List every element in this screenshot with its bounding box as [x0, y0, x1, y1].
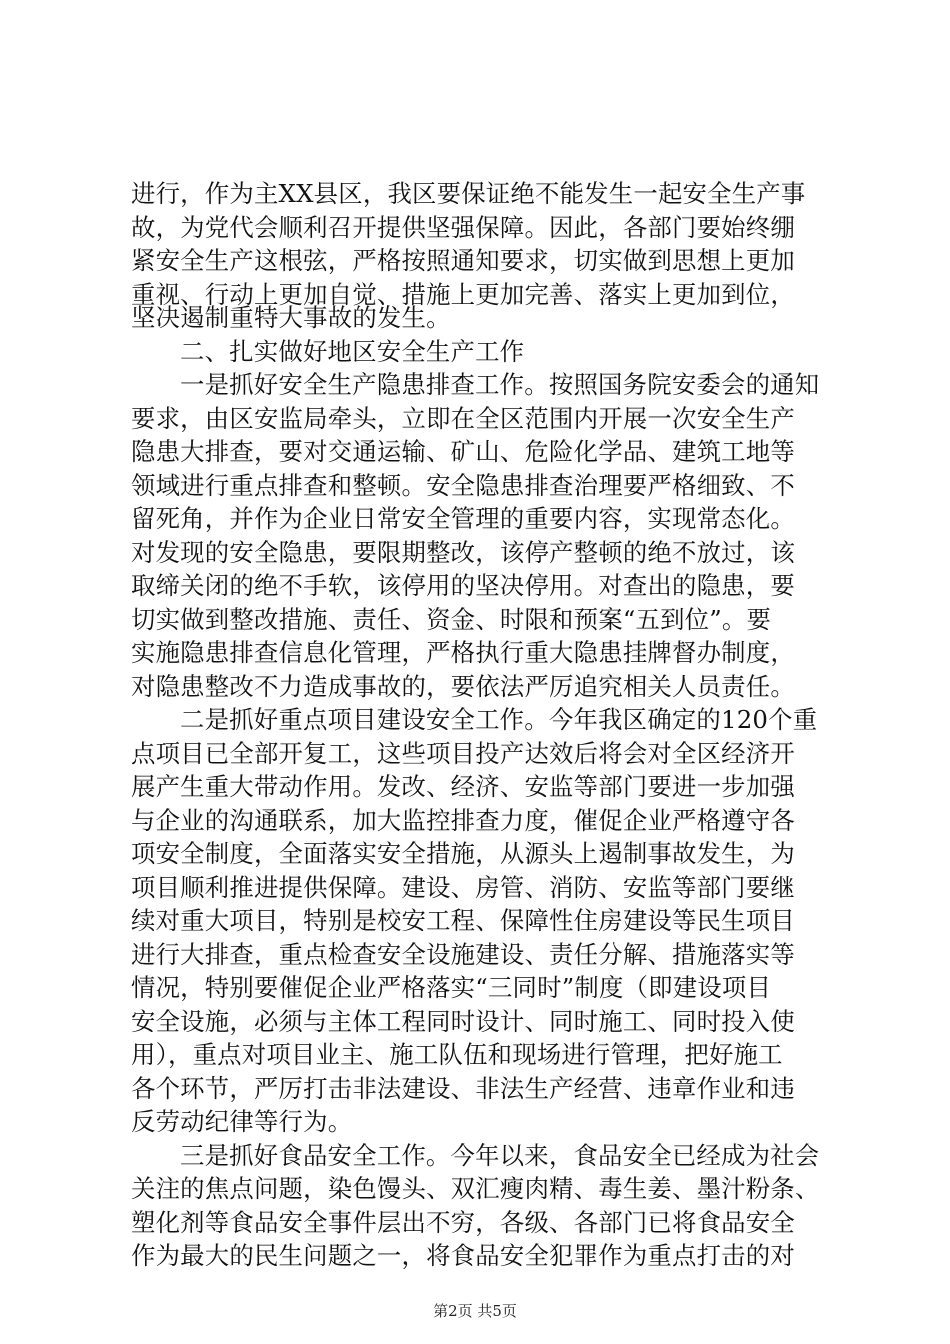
- text-line: 对隐患整改不力造成事故的，要依法严厉追究相关人员责任。: [131, 672, 795, 701]
- text-line: 隐患大排查，要对交通运输、矿山、危险化学品、建筑工地等: [131, 437, 795, 466]
- text-line: 项目顺利推进提供保障。建设、房管、消防、安监等部门要继: [131, 873, 795, 902]
- text-line: 实施隐患排查信息化管理，严格执行重大隐患挂牌督办制度，: [131, 638, 795, 667]
- text-line: 作为最大的民生问题之一，将食品安全犯罪作为重点打击的对: [131, 1241, 795, 1270]
- text-line: 项安全制度，全面落实安全措施，从源头上遏制事故发生，为: [131, 839, 795, 868]
- text-line: 二是抓好重点项目建设安全工作。今年我区确定的120个重: [180, 705, 818, 734]
- text-line: 要求，由区安监局牵头，立即在全区范围内开展一次安全生产: [131, 404, 795, 433]
- text-line: 展产生重大带动作用。发改、经济、安监等部门要进一步加强: [131, 772, 795, 801]
- text-line: 关注的焦点问题，染色馒头、双汇瘦肉精、毒生姜、墨汁粉条、: [131, 1174, 820, 1203]
- text-line: 安全设施，必须与主体工程同时设计、同时施工、同时投入使: [131, 1007, 795, 1036]
- text-line: 一是抓好安全生产隐患排查工作。按照国务院安委会的通知: [180, 370, 820, 399]
- text-line: 对发现的安全隐患，要限期整改，该停产整顿的绝不放过，该: [131, 538, 795, 567]
- text-line: 点项目已全部开复工，这些项目投产达效后将会对全区经济开: [131, 739, 795, 768]
- text-line: 故，为党代会顺利召开提供坚强保障。因此，各部门要始终绷: [131, 213, 795, 242]
- text-line: 进行大排查，重点检查安全设施建设、责任分解、措施落实等: [131, 940, 795, 969]
- text-line: 与企业的沟通联系，加大监控排查力度，催促企业严格遵守各: [131, 806, 795, 835]
- text-line: 三是抓好食品安全工作。今年以来，食品安全已经成为社会: [180, 1141, 820, 1170]
- text-line: 紧安全生产这根弦，严格按照通知要求，切实做到思想上更加: [131, 246, 795, 275]
- section-heading: 二、扎实做好地区安全生产工作: [180, 337, 525, 366]
- text-line: 反劳动纪律等行为。: [131, 1107, 353, 1136]
- text-line: 切实做到整改措施、责任、资金、时限和预案“五到位”。要: [131, 605, 772, 634]
- text-line: 坚决遏制重特大事故的发生。: [131, 303, 451, 332]
- text-line: 领域进行重点排查和整顿。安全隐患排查治理要严格细致、不: [131, 471, 795, 500]
- text-line: 进行，作为主XX县区，我区要保证绝不能发生一起安全生产事: [131, 179, 806, 208]
- text-line: 留死角，并作为企业日常安全管理的重要内容，实现常态化。: [131, 504, 795, 533]
- text-line: 取缔关闭的绝不手软，该停用的坚决停用。对查出的隐患，要: [131, 571, 795, 600]
- text-line: 各个环节，严厉打击非法建设、非法生产经营、违章作业和违: [131, 1074, 795, 1103]
- text-line: 用），重点对项目业主、施工队伍和现场进行管理，把好施工: [131, 1040, 783, 1069]
- text-line: 续对重大项目，特别是校安工程、保障性住房建设等民生项目: [131, 906, 795, 935]
- text-line: 情况，特别要催促企业严格落实“三同时”制度（即建设项目: [131, 973, 772, 1002]
- text-line: 重视、行动上更加自觉、措施上更加完善、落实上更加到位，: [131, 280, 795, 309]
- page-number-footer: 第2页 共5页: [433, 1302, 517, 1320]
- text-line: 塑化剂等食品安全事件层出不穷，各级、各部门已将食品安全: [131, 1208, 795, 1237]
